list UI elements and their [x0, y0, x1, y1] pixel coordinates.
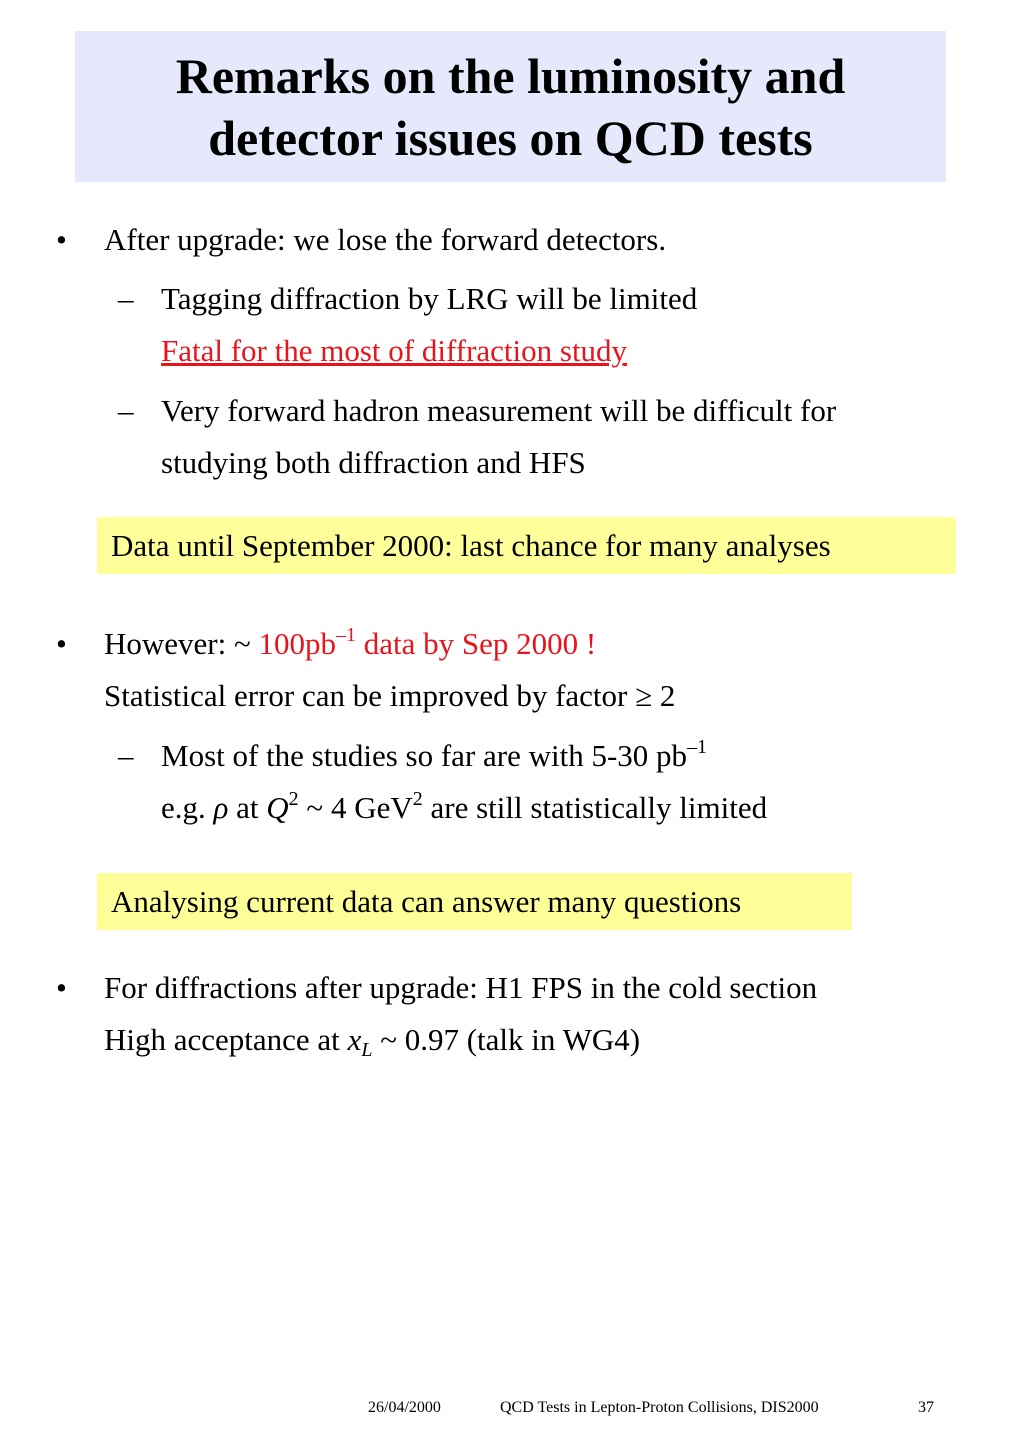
footer-date: 26/04/2000	[368, 1399, 441, 1416]
luminosity-suffix: data by Sep 2000 !	[356, 626, 597, 661]
section1-sub1-note: Fatal for the most of diffraction study	[161, 333, 628, 368]
x-symbol: x	[347, 1022, 362, 1057]
dash-marker: –	[118, 281, 134, 316]
section2-sub1-line2	[161, 790, 767, 826]
slide-title-line-1: Remarks on the luminosity and	[175, 47, 846, 104]
luminosity-value	[259, 626, 597, 661]
section3-line2-prefix: High acceptance at	[104, 1022, 348, 1057]
gev-exponent: 2	[412, 788, 423, 810]
slide-title-box	[75, 31, 946, 182]
section2-line2: Statistical error can be improved by factor ≥ 2	[104, 678, 676, 713]
bullet-marker: •	[56, 970, 67, 1005]
section3-line1: For diffractions after upgrade: H1 FPS in the cold section	[104, 970, 818, 1005]
bullet-marker: •	[56, 222, 67, 257]
section2-sub1-exponent: –1	[687, 736, 708, 758]
dash-marker: –	[118, 393, 134, 428]
section3-line2-suffix: ~ 0.97 (talk in WG4)	[372, 1022, 641, 1057]
section2-sub1-line1	[161, 738, 707, 774]
highlight-text-2: Analysing current data can answer many questions	[111, 883, 742, 919]
at-word: at	[228, 790, 267, 825]
statistically-limited-text: are still statistically limited	[422, 790, 768, 825]
x-subscript: L	[361, 1039, 373, 1061]
slide-title-line-2: detector issues on QCD tests	[208, 109, 813, 166]
luminosity-exponent: –1	[336, 624, 357, 646]
eg-prefix: e.g.	[161, 790, 214, 825]
section2-prefix: However: ~	[104, 626, 259, 661]
highlight-box-1	[97, 517, 956, 574]
luminosity-main: 100pb	[258, 626, 337, 661]
section1-sub2-line2: studying both diffraction and HFS	[161, 445, 586, 480]
q-symbol: Q	[266, 790, 289, 825]
footer-page-number: 37	[918, 1399, 934, 1416]
section1-sub1-text: Tagging diffraction by LRG will be limited	[161, 281, 698, 316]
section1-text: After upgrade: we lose the forward detectors.	[104, 222, 667, 257]
gev-text: ~ 4 GeV	[298, 790, 413, 825]
footer-conference: QCD Tests in Lepton-Proton Collisions, DIS2000	[500, 1399, 819, 1416]
rho-symbol: ρ	[213, 790, 229, 825]
section2-sub1-text: Most of the studies so far are with 5-30 pb	[161, 738, 688, 773]
section3-line2	[104, 1022, 641, 1061]
section2-line1	[104, 626, 596, 662]
q-exponent: 2	[288, 788, 299, 810]
highlight-text-1: Data until September 2000: last chance for many analyses	[111, 527, 831, 563]
section1-sub2-line1: Very forward hadron measurement will be difficult for	[161, 393, 837, 428]
bullet-marker: •	[56, 626, 67, 661]
dash-marker: –	[118, 738, 134, 773]
highlight-box-2	[97, 873, 852, 930]
